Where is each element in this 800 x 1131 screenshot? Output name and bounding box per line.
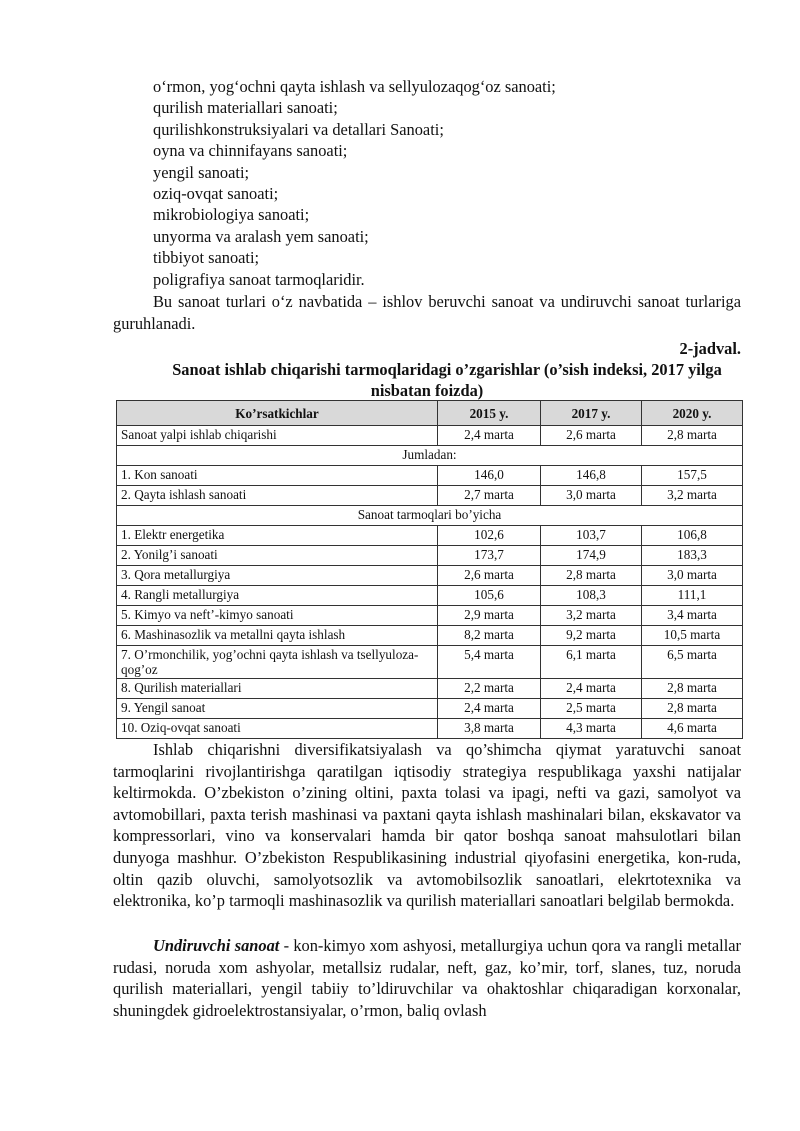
list-item: qurilishkonstruksiyalari va detallari Sanoati; xyxy=(153,119,444,139)
table-row xyxy=(117,606,743,626)
paragraph-2-text: Ishlab chiqarishni diversifikatsiyalash va qo’shimcha qiymat yaratuvchi sanoat tarmoqlarini rivojlantirishga qaratilgan iqtisodiy strategiya respublikaga yaxshi natijalar keltirmokda. O’zbekiston o’zining oltini, paxta tolasi va ipagi, nefti va gazi, samolyot va avtomobillari, paxta terish mashinasi va paxtani qayta ishlash mashinalari bilan, ekskavator va kompressorlari, vino va konservalari hamda bir qator boshqa sanoat mahsulotlari bilan dunyoga mashhur. O’zbekiston Respublikasining industrial qiyofasini energetika, kon-ruda, oltin qazib oluvchi, samolyotsozlik va avtomobilsozlik sanoatlari, elekrtotexnika va elektronika, ko’p tarmoqli mashinasozlik va qurilish materiallari sanoatlari belgilab bermokda. xyxy=(113,740,741,911)
cell-value: 4,6 marta xyxy=(642,719,743,739)
row-label: 1. Kon sanoati xyxy=(117,466,438,486)
list-item: mikrobiologiya sanoati; xyxy=(153,205,310,225)
table-row xyxy=(117,586,743,606)
cell-value: 6,1 marta xyxy=(541,646,642,679)
list-item: o‘rmon, yog‘ochni qayta ishlash va sellyulozaqog‘oz sanoati; xyxy=(153,77,556,96)
table-row xyxy=(117,486,743,506)
cell-value: 3,0 marta xyxy=(541,486,642,506)
row-label: 3. Qora metallurgiya xyxy=(117,566,438,586)
industry-list xyxy=(153,76,556,290)
cell-value: 6,5 marta xyxy=(642,646,743,679)
list-item: yengil sanoati; xyxy=(153,162,250,182)
cell-value: 3,8 marta xyxy=(438,719,541,739)
paragraph-3 xyxy=(113,935,741,1021)
row-label: 6. Mashinasozlik va metallni qayta ishlash xyxy=(117,626,438,646)
cell-value: 3,2 marta xyxy=(642,486,743,506)
header-2017: 2017 y. xyxy=(541,401,642,426)
cell-value: 108,3 xyxy=(541,586,642,606)
cell-value: 2,2 marta xyxy=(438,679,541,699)
list-item: oyna va chinnifayans sanoati; xyxy=(153,141,348,161)
list-item: unyorma va aralash yem sanoati; xyxy=(153,226,369,246)
cell-value: 2,9 marta xyxy=(438,606,541,626)
table-row xyxy=(117,466,743,486)
cell-value: 174,9 xyxy=(541,546,642,566)
cell-value: 102,6 xyxy=(438,526,541,546)
row-label: Sanoat yalpi ishlab chiqarishi xyxy=(117,426,438,446)
cell-value: 2,8 marta xyxy=(642,699,743,719)
header-2015: 2015 y. xyxy=(438,401,541,426)
cell-value: 8,2 marta xyxy=(438,626,541,646)
list-item: tibbiyot sanoati; xyxy=(153,248,260,268)
cell-value: 2,6 marta xyxy=(438,566,541,586)
header-indicator: Ko’rsatkichlar xyxy=(117,401,438,426)
section-heading: Sanoat tarmoqlari bo’yicha xyxy=(117,506,743,526)
cell-value: 3,0 marta xyxy=(642,566,743,586)
row-label: 7. O’rmonchilik, yog’ochni qayta ishlash va tsellyuloza-qog’oz xyxy=(117,646,438,679)
table-row xyxy=(117,546,743,566)
cell-value: 111,1 xyxy=(642,586,743,606)
table-row xyxy=(117,566,743,586)
growth-index-table xyxy=(116,400,743,739)
table-title xyxy=(113,359,741,401)
table-number: 2-jadval. xyxy=(679,339,741,358)
row-label: 2. Qayta ishlash sanoati xyxy=(117,486,438,506)
section-heading: Jumladan: xyxy=(117,446,743,466)
cell-value: 105,6 xyxy=(438,586,541,606)
cell-value: 2,5 marta xyxy=(541,699,642,719)
cell-value: 2,4 marta xyxy=(438,699,541,719)
cell-value: 2,8 marta xyxy=(642,679,743,699)
cell-value: 173,7 xyxy=(438,546,541,566)
row-label: 4. Rangli metallurgiya xyxy=(117,586,438,606)
paragraph-1-text: Bu sanoat turlari o‘z navbatida – ishlov beruvchi sanoat va undiruvchi sanoat turlariga guruhlanadi. xyxy=(113,292,741,333)
list-item: qurilish materiallari sanoati; xyxy=(153,98,338,118)
paragraph-1 xyxy=(113,291,741,334)
cell-value: 3,2 marta xyxy=(541,606,642,626)
cell-value: 9,2 marta xyxy=(541,626,642,646)
cell-value: 3,4 marta xyxy=(642,606,743,626)
row-label: 1. Elektr energetika xyxy=(117,526,438,546)
table-title-text: Sanoat ishlab chiqarishi tarmoqlaridagi o’zgarishlar (o’sish indeksi, 2017 yilga nisbatan foizda) xyxy=(172,360,722,400)
table-row xyxy=(117,426,743,446)
row-label: 9. Yengil sanoat xyxy=(117,699,438,719)
table-row xyxy=(117,679,743,699)
table-row xyxy=(117,526,743,546)
cell-value: 146,8 xyxy=(541,466,642,486)
cell-value: 103,7 xyxy=(541,526,642,546)
table-row xyxy=(117,699,743,719)
cell-value: 2,7 marta xyxy=(438,486,541,506)
cell-value: 157,5 xyxy=(642,466,743,486)
cell-value: 4,3 marta xyxy=(541,719,642,739)
header-2020: 2020 y. xyxy=(642,401,743,426)
cell-value: 5,4 marta xyxy=(438,646,541,679)
section-row xyxy=(117,506,743,526)
paragraph-3-text: - kon-kimyo xom ashyosi, metallurgiya uchun qora va rangli metallar rudasi, noruda xom ashyolar, metallsiz rudalar, neft, gaz, ko’mir, torf, slanes, tuz, noruda qurilish materiallari, yengil tabiiy to’ldiruvchilar va ohaktoshlar chiqaradigan korxonalar, shuningdek gidroelektrostansiyalar, o’rmon, baliq ovlash xyxy=(113,936,741,1020)
list-item: poligrafiya sanoat tarmoqlaridir. xyxy=(153,269,365,289)
cell-value: 2,8 marta xyxy=(642,426,743,446)
paragraph-2 xyxy=(113,739,741,912)
cell-value: 2,8 marta xyxy=(541,566,642,586)
cell-value: 183,3 xyxy=(642,546,743,566)
row-label: 10. Oziq-ovqat sanoati xyxy=(117,719,438,739)
list-item: oziq-ovqat sanoati; xyxy=(153,184,279,204)
row-label: 5. Kimyo va neft’-kimyo sanoati xyxy=(117,606,438,626)
table-row xyxy=(117,719,743,739)
table-header-row xyxy=(117,401,743,426)
cell-value: 10,5 marta xyxy=(642,626,743,646)
row-label: 8. Qurilish materiallari xyxy=(117,679,438,699)
cell-value: 146,0 xyxy=(438,466,541,486)
table-row xyxy=(117,646,743,679)
row-label: 2. Yonilg’i sanoati xyxy=(117,546,438,566)
cell-value: 2,6 marta xyxy=(541,426,642,446)
cell-value: 106,8 xyxy=(642,526,743,546)
section-row xyxy=(117,446,743,466)
term-undiruvchi-sanoat: Undiruvchi sanoat xyxy=(153,936,280,955)
cell-value: 2,4 marta xyxy=(438,426,541,446)
table-row xyxy=(117,626,743,646)
cell-value: 2,4 marta xyxy=(541,679,642,699)
